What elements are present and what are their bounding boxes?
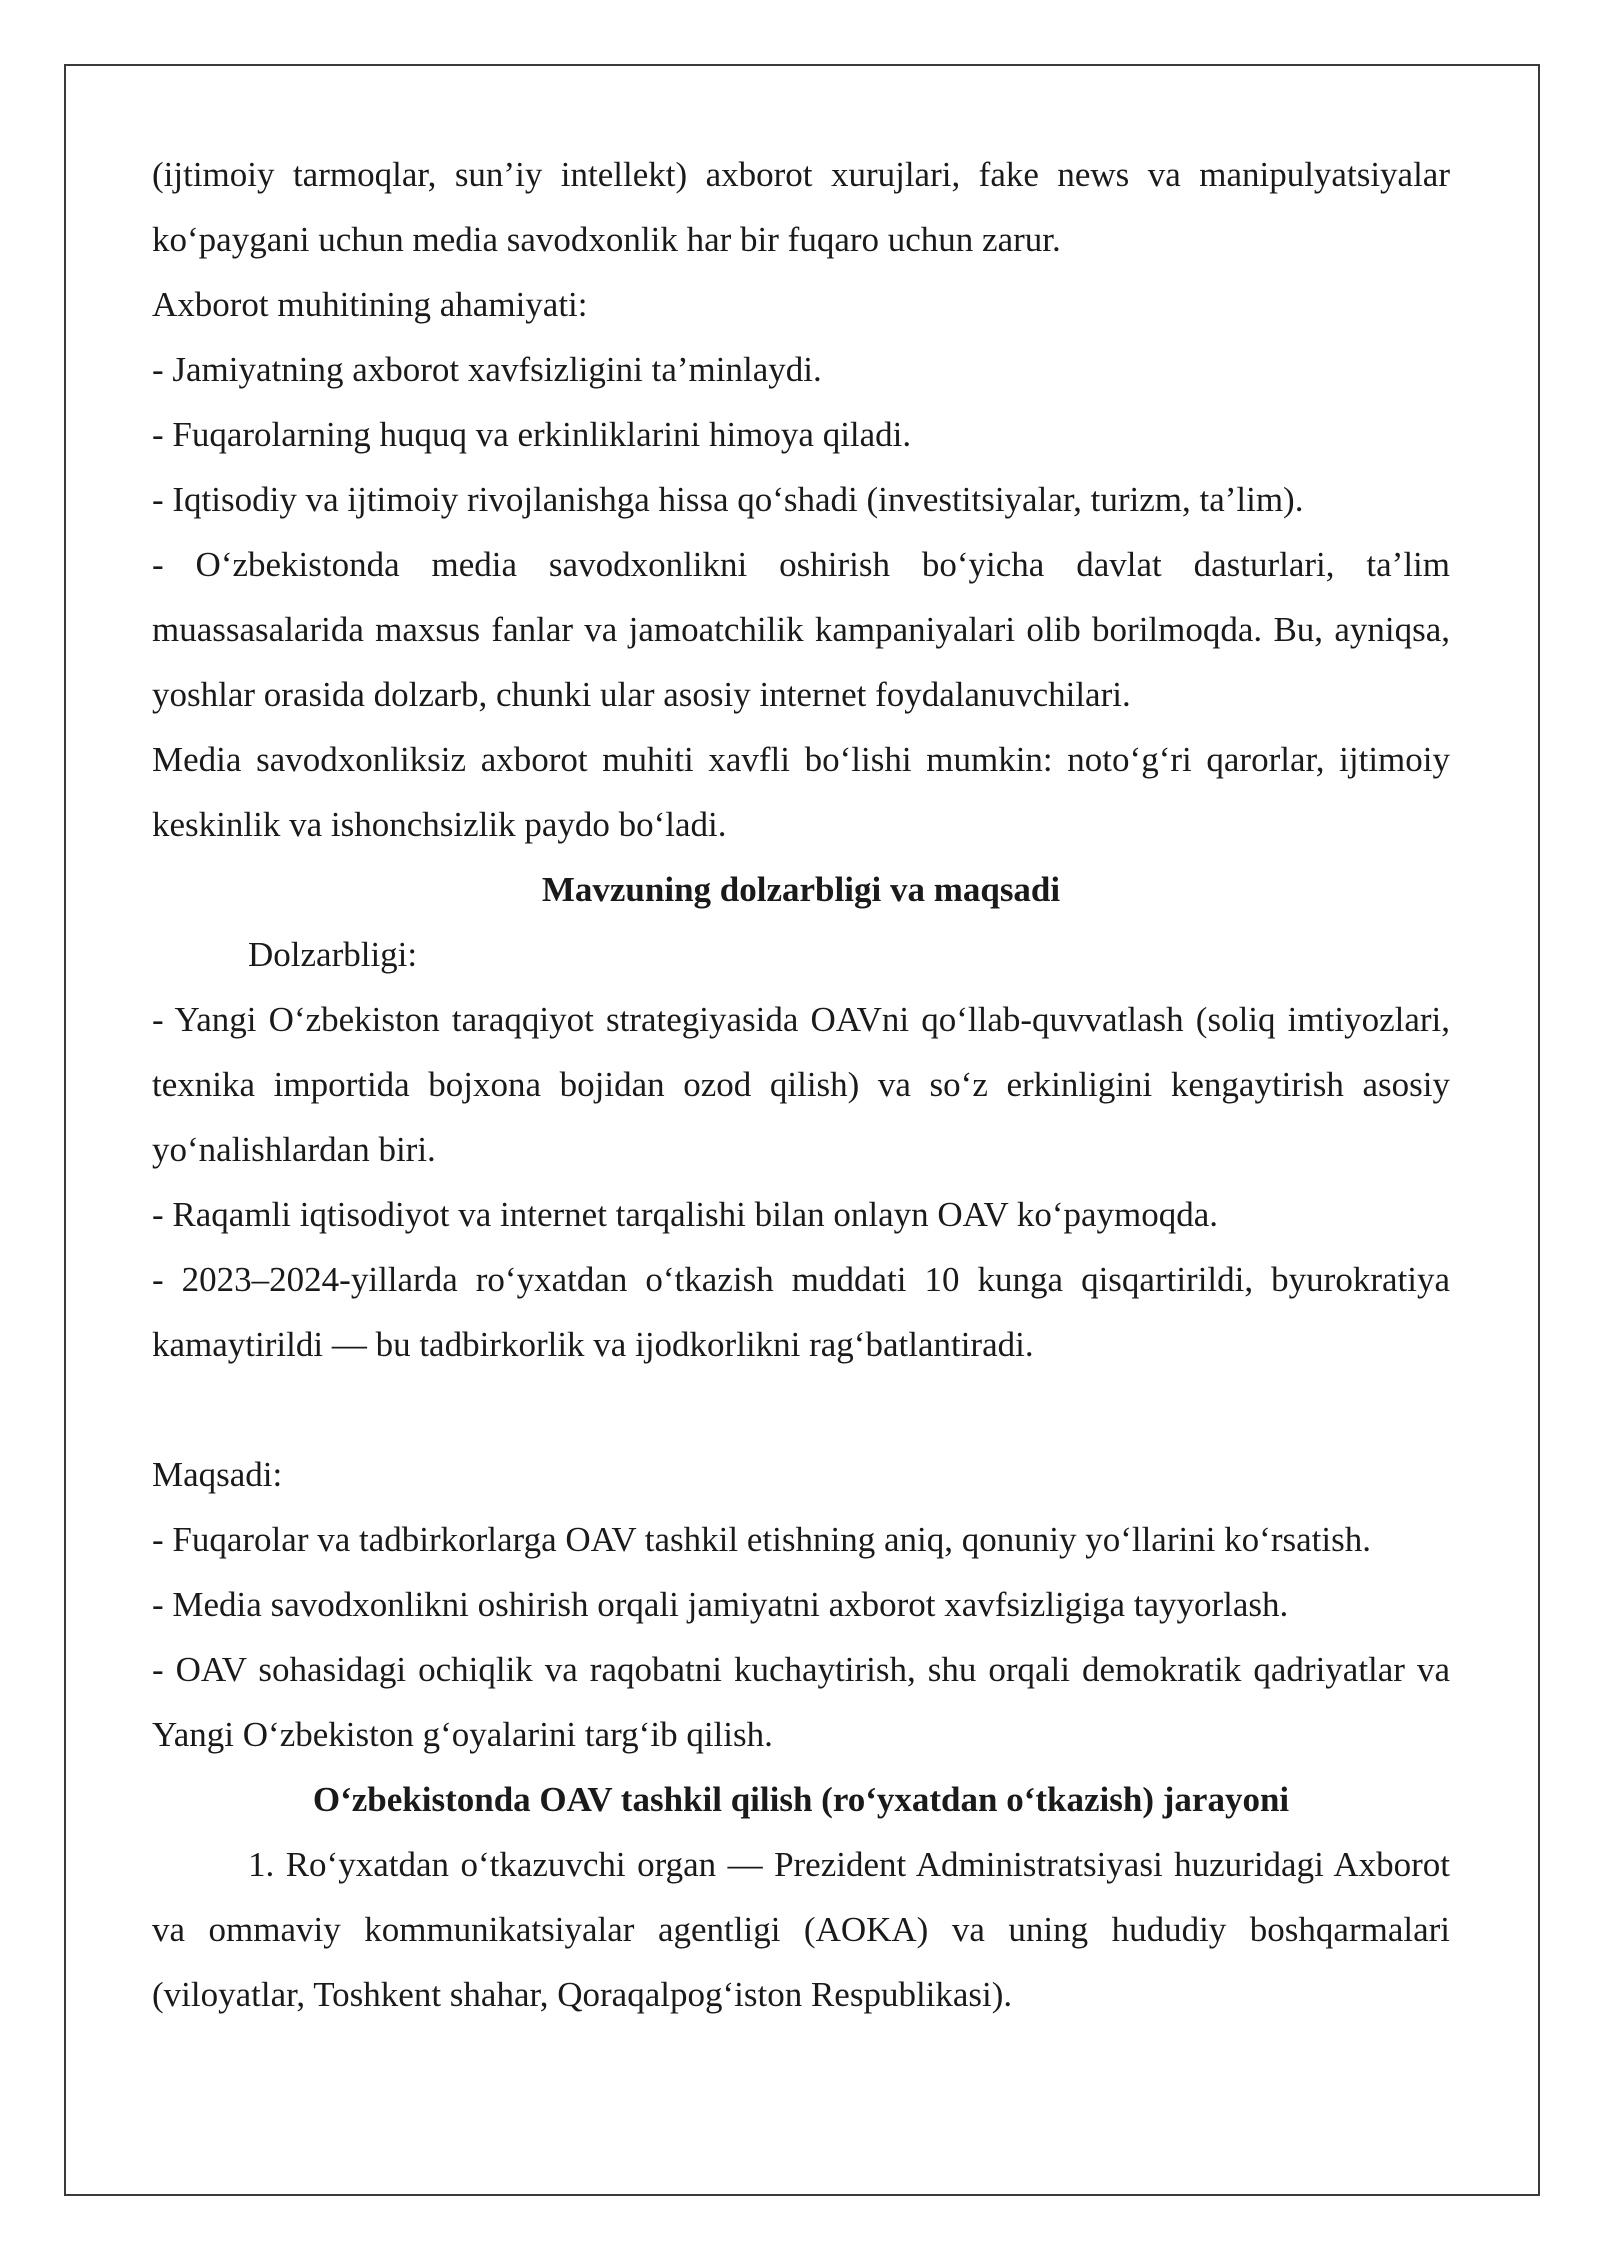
subheading: Dolzarbligi: [248, 935, 418, 974]
list-item: - Raqamli iqtisodiyot va internet tarqalishi bilan onlayn OAV ko‘paymoqda. [152, 1195, 1219, 1234]
paragraph: (ijtimoiy tarmoqlar, sun’iy intellekt) axborot xurujlari, fake news va manipulyatsiyalar ko‘paygani uchun media savodxonlik har bir fuqaro uchun zarur. [152, 155, 1450, 259]
paragraph: Media savodxonliksiz axborot muhiti xavfli bo‘lishi mumkin: noto‘g‘ri qarorlar, ijtimoiy keskinlik va ishonchsizlik paydo bo‘ladi. [152, 740, 1450, 844]
list-item: - O‘zbekistonda media savodxonlikni oshirish bo‘yicha davlat dasturlari, ta’lim muassasalarida maxsus fanlar va jamoatchilik kampaniyalari olib borilmoqda. Bu, ayniqsa, yoshlar orasida dolzarb, chunki ular asosiy internet foydalanuvchilari. [152, 545, 1450, 714]
numbered-paragraph: 1. Ro‘yxatdan o‘tkazuvchi organ — Prezident Administratsiyasi huzuridagi Axborot va ommaviy kommunikatsiyalar agentligi (AOKA) va uning hududiy boshqarmalari (viloyatlar, Toshkent shahar, Qoraqalpog‘iston Respublikasi). [152, 1845, 1450, 2014]
list-item: - OAV sohasidagi ochiqlik va raqobatni kuchaytirish, shu orqali demokratik qadriyatlar va Yangi O‘zbekiston g‘oyalarini targ‘ib qilish. [152, 1650, 1450, 1754]
list-item: - Iqtisodiy va ijtimoiy rivojlanishga hissa qo‘shadi (investitsiyalar, turizm, ta’lim). [152, 480, 1304, 519]
section-heading: Mavzuning dolzarbligi va maqsadi [541, 870, 1061, 909]
list-item: - Jamiyatning axborot xavfsizligini ta’minlaydi. [152, 350, 822, 389]
list-item: - Media savodxonlikni oshirish orqali jamiyatni axborot xavfsizligiga tayyorlash. [152, 1585, 1289, 1624]
list-item: - Fuqarolar va tadbirkorlarga OAV tashkil etishning aniq, qonuniy yo‘llarini ko‘rsatish. [152, 1520, 1371, 1559]
subheading: Maqsadi: [152, 1455, 283, 1494]
blank-line [152, 1377, 1450, 1442]
document-body [152, 142, 1450, 2027]
list-item: - Yangi O‘zbekiston taraqqiyot strategiyasida OAVni qo‘llab-quvvatlash (soliq imtiyozlari, texnika importida bojxona bojidan ozod qilish) va so‘z erkinligini kengaytirish asosiy yo‘nalishlardan biri. [152, 1000, 1450, 1169]
list-item: - Fuqarolarning huquq va erkinliklarini himoya qiladi. [152, 415, 912, 454]
paragraph: Axborot muhitining ahamiyati: [152, 285, 588, 324]
section-heading: O‘zbekistonda OAV tashkil qilish (ro‘yxatdan o‘tkazish) jarayoni [312, 1780, 1290, 1819]
list-item: - 2023–2024-yillarda ro‘yxatdan o‘tkazish muddati 10 kunga qisqartirildi, byurokratiya kamaytirildi — bu tadbirkorlik va ijodkorlikni rag‘batlantiradi. [152, 1260, 1450, 1364]
